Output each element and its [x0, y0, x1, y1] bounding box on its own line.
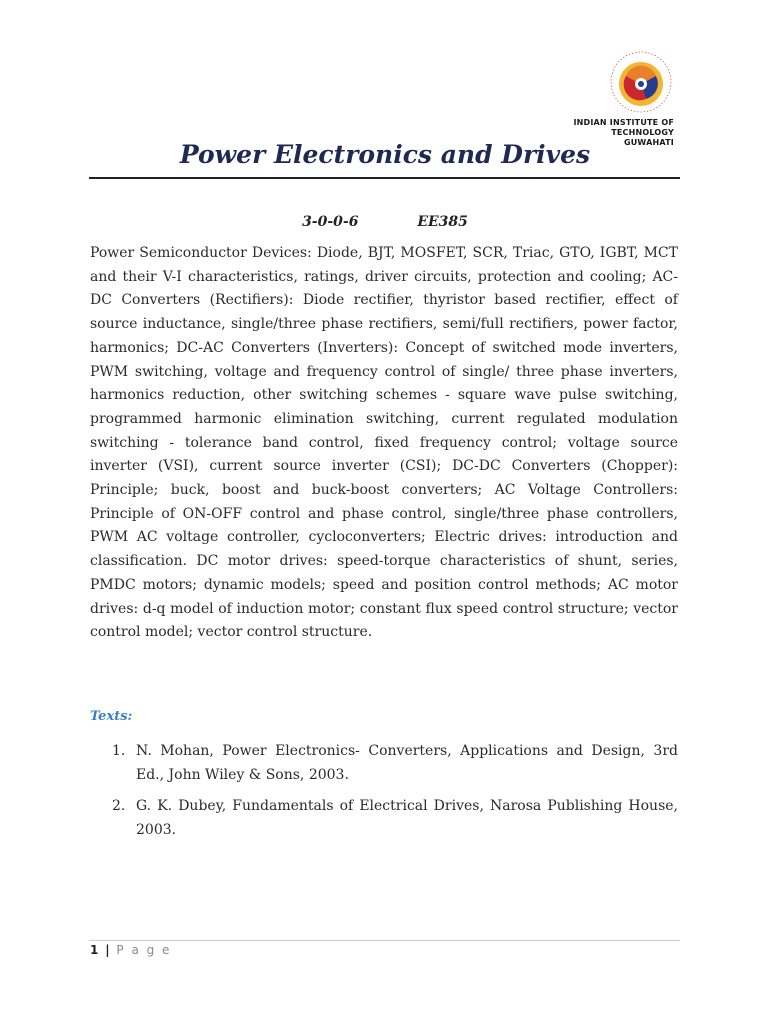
list-item — [90, 794, 678, 842]
course-code-line — [90, 214, 680, 230]
reference-list — [90, 739, 678, 842]
course-credits: 3-0-0-6 — [302, 214, 359, 230]
page-number: 1 — [90, 943, 99, 957]
syllabus-paragraph: Power Semiconductor Devices: Diode, BJT, MOSFET, SCR, Triac, GTO, IGBT, MCT and their V-I characteristics, ratings, driver circuits, protection and cooling; AC-DC Converters (Rectifiers): Diode rectifier, thyristor based rectifier, effect of source inductance, single/three phase rectifiers, semi/full rectifiers, power factor, harmonics; DC-AC Converters (Inverters): Concept of switched mode inverters, PWM switching, voltage and frequency control of single/ three phase inverters, harmonics reduction, other switching schemes - square wave pulse switching, programmed harmonic elimination switching, current regulated modulation switching - tolerance band control, fixed frequency control; voltage source inverter (VSI), current source inverter (CSI); DC-DC Converters (Chopper): Principle; buck, boost and buck-boost converters; AC Voltage Controllers: Principle of ON-OFF control and phase control, single/three phase controllers, PWM AC voltage controller, cycloconverters; Electric drives: introduction and classification. DC motor drives: speed-torque characteristics of shunt, series, PMDC motors; dynamic models; speed and position control methods; AC motor drives: d-q model of induction motor; constant flux speed control structure; vector control model; vector control structure. — [90, 245, 678, 641]
texts-heading: Texts: — [90, 709, 133, 724]
reference-number: 1. — [112, 743, 126, 759]
page-separator: | — [105, 943, 110, 957]
institute-name: INDIAN INSTITUTE OF TECHNOLOGY — [573, 118, 674, 137]
course-code: EE385 — [417, 214, 468, 230]
iit-guwahati-emblem-icon — [606, 46, 676, 116]
reference-number: 2. — [112, 798, 126, 814]
list-item — [90, 739, 678, 787]
institute-logo — [514, 46, 684, 146]
reference-text: G. K. Dubey, Fundamentals of Electrical Drives, Narosa Publishing House, 2003. — [136, 798, 678, 838]
institute-city: GUWAHATI — [623, 138, 674, 147]
footer-divider — [89, 940, 680, 941]
title-divider — [89, 177, 680, 179]
page-footer — [90, 943, 171, 957]
page-title: Power Electronics and Drives — [179, 140, 591, 169]
page-label: P a g e — [116, 943, 172, 957]
reference-text: N. Mohan, Power Electronics- Converters, Applications and Design, 3rd Ed., John Wiley & Sons, 2003. — [136, 743, 678, 783]
